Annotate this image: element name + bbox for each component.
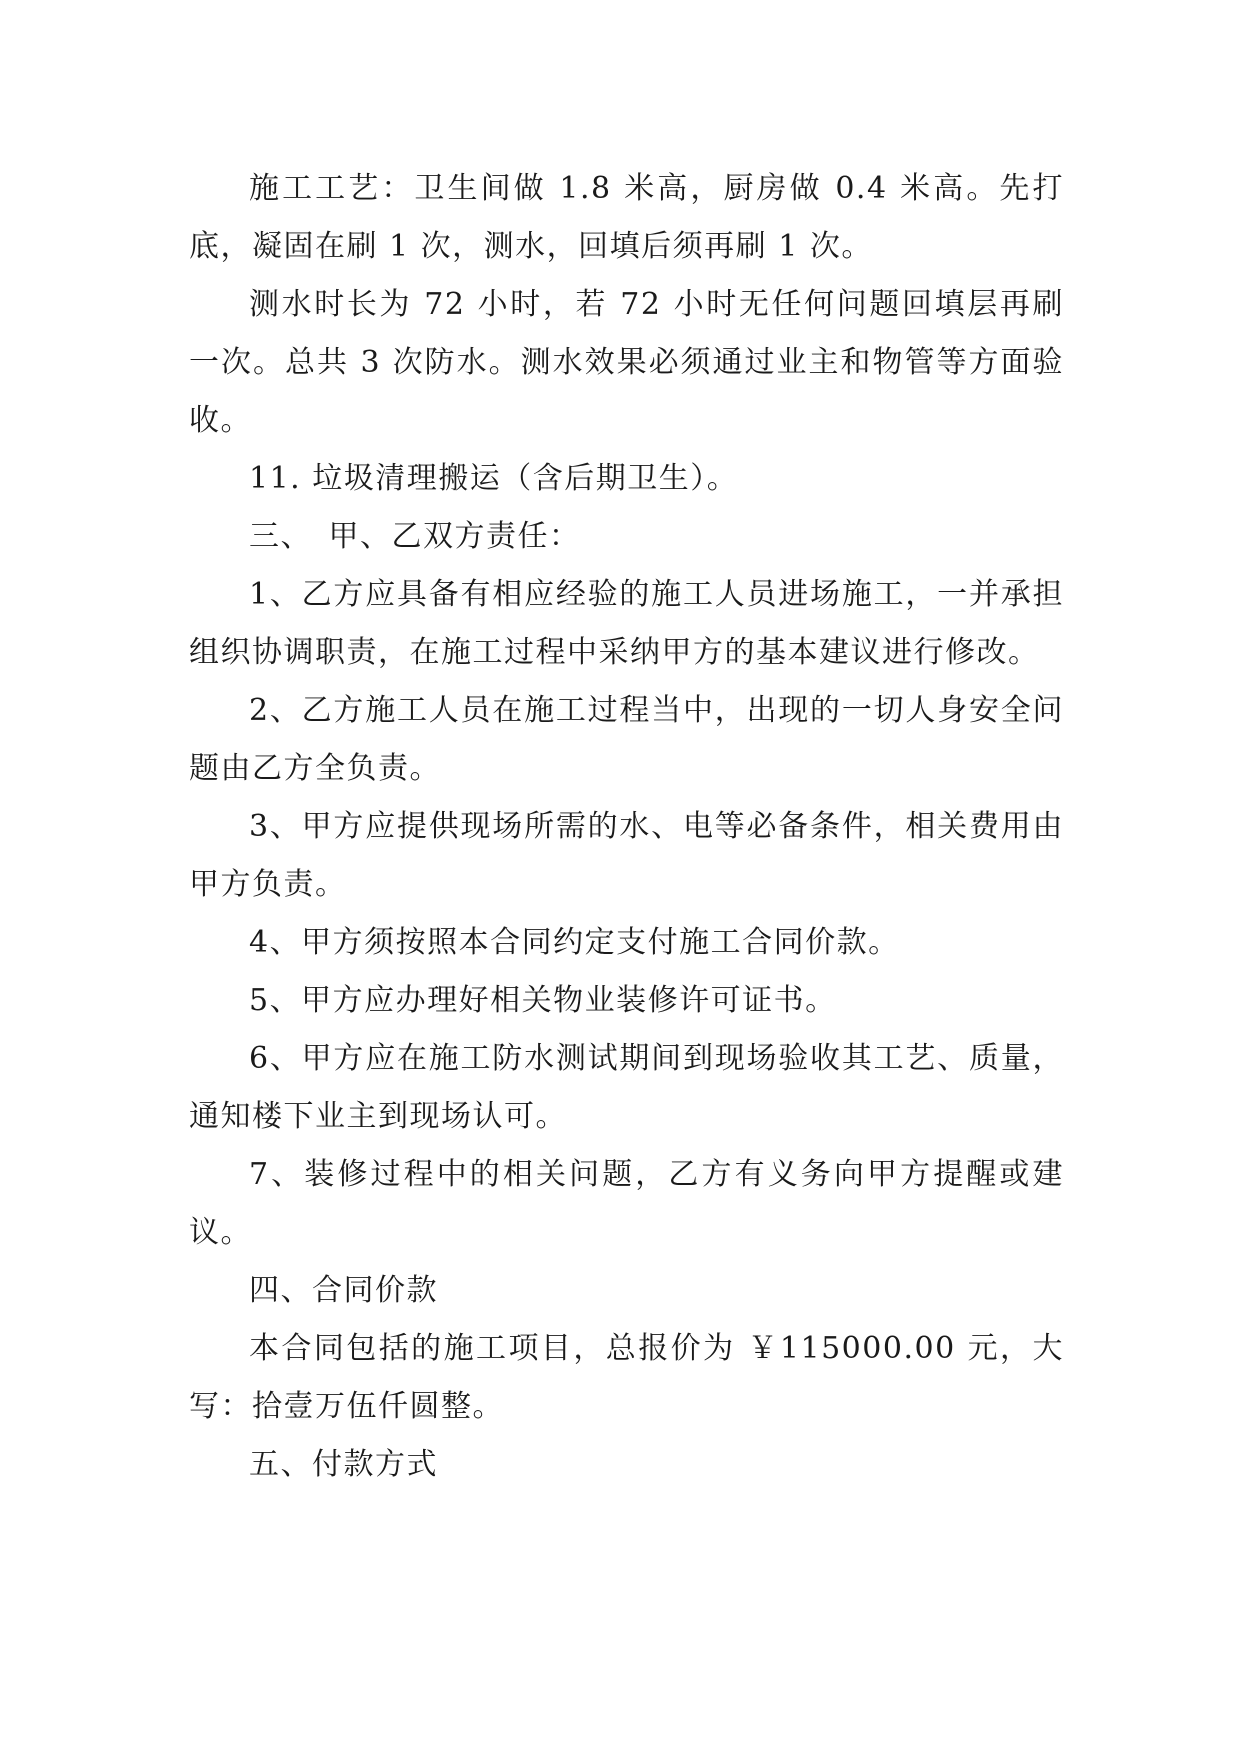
section-heading-payment-method: 五、付款方式 [249, 1447, 438, 1482]
paragraph-item-11: 11. 垃圾清理搬运（含后期卫生）。 [249, 461, 739, 496]
document-body [189, 160, 1064, 1494]
responsibility-item-5: 5、甲方应办理好相关物业装修许可证书。 [249, 983, 837, 1018]
paragraph-total-price: 本合同包括的施工项目，总报价为 ￥115000.00 元，大写：拾壹万伍仟圆整。 [189, 1331, 1064, 1424]
responsibility-item-6: 6、甲方应在施工防水测试期间到现场验收其工艺、质量，通知楼下业主到现场认可。 [189, 1041, 1064, 1134]
paragraph-water-test: 测水时长为 72 小时，若 72 小时无任何问题回填层再刷一次。总共 3 次防水。测水效果必须通过业主和物管等方面验收。 [189, 287, 1064, 438]
responsibility-item-2: 2、乙方施工人员在施工过程当中，出现的一切人身安全问题由乙方全负责。 [189, 693, 1064, 786]
responsibility-item-1: 1、乙方应具备有相应经验的施工人员进场施工，一并承担组织协调职责，在施工过程中采纳甲方的基本建议进行修改。 [189, 577, 1064, 670]
responsibility-item-4: 4、甲方须按照本合同约定支付施工合同价款。 [249, 925, 900, 960]
responsibility-item-7: 7、装修过程中的相关问题，乙方有义务向甲方提醒或建议。 [189, 1157, 1064, 1250]
responsibility-item-3: 3、甲方应提供现场所需的水、电等必备条件，相关费用由甲方负责。 [189, 809, 1064, 902]
section-heading-responsibilities: 三、 甲、乙双方责任： [249, 519, 581, 554]
paragraph-construction-process: 施工工艺：卫生间做 1.8 米高，厨房做 0.4 米高。先打底，凝固在刷 1 次，测水，回填后须再刷 1 次。 [189, 171, 1064, 264]
section-heading-contract-price: 四、合同价款 [249, 1273, 438, 1308]
